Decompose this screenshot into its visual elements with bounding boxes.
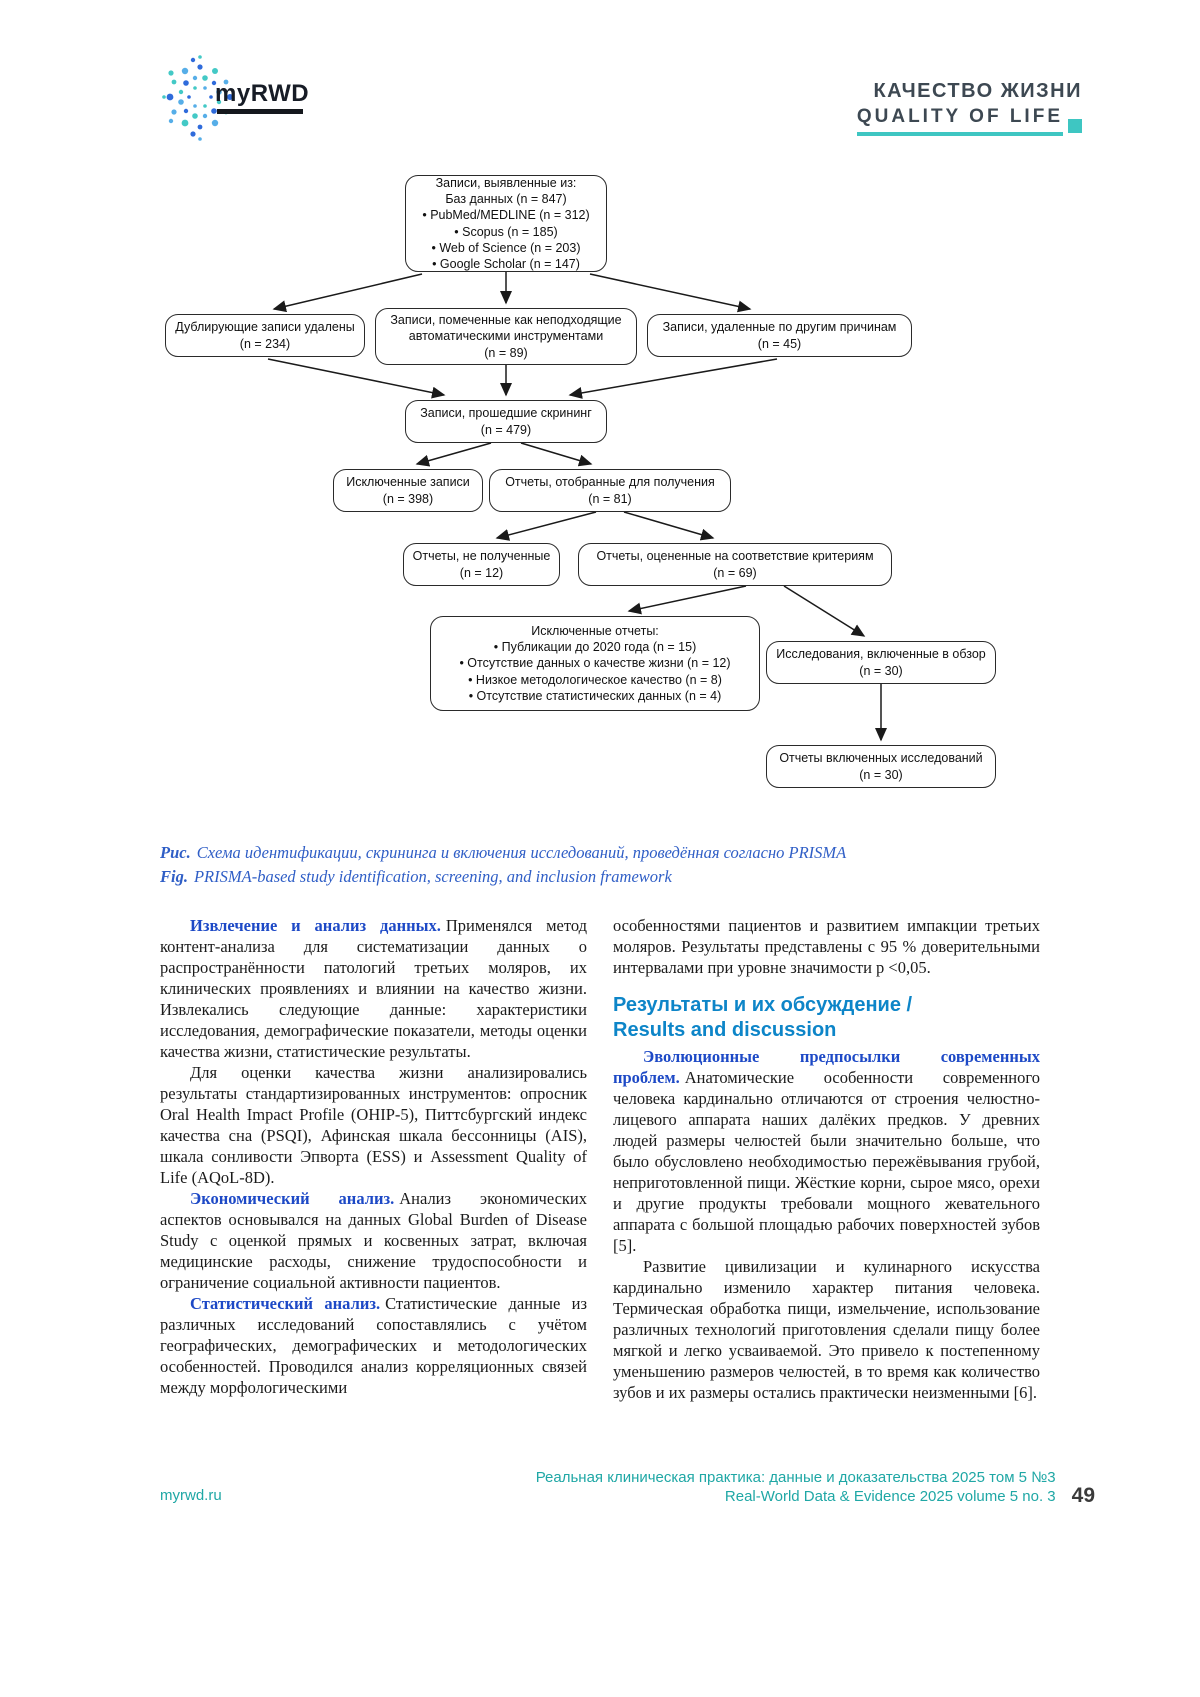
paragraph-statistical-analysis	[160, 1293, 587, 1398]
flow-box-reports-of-included-studies	[766, 745, 996, 788]
journal-name-en: QUALITY OF LIFE	[857, 104, 1063, 136]
flow-box-reports-excluded	[430, 616, 760, 711]
section-heading-ru: Результаты и их обсуждение /	[613, 994, 913, 1016]
paragraph-economic-analysis	[160, 1188, 587, 1293]
myrwd-logo	[160, 55, 350, 147]
runin-heading-evolutionary: Эволюционные предпосылки современных проблем.	[613, 1047, 1040, 1087]
paragraph-text: Анализ экономических аспектов основывался на данных Global Burden of Disease Study с оценкой прямых и косвенных затрат, включая медицинские расходы, снижение трудоспособности и ограничение социальной активности пациентов.	[160, 1189, 587, 1292]
flow-box-label: Исключенные отчеты: • Публикации до 2020 года (n = 15) • Отсутствие данных о качестве жизни (n = 12) • Низкое методологическое качество (n = 8) • Отсутствие статистических данных (n = 4)	[459, 623, 731, 703]
logo-underline	[217, 109, 303, 114]
paragraph-text: Применялся метод контент-анализа для систематизации данных о распространённости патологий третьих моляров, их клинических проявлениях и влиянии на качество жизни. Извлекались следующие данные: характеристики исследования, демографические показатели, методы оценки качества жизни, статистические результаты.	[160, 916, 587, 1061]
flow-box-studies-included	[766, 641, 996, 684]
flow-box-records-screened	[405, 400, 607, 443]
flow-box-label: Исключенные записи (n = 398)	[346, 475, 470, 506]
figure-caption-text-ru: Схема идентификации, скрининга и включения исследований, проведённая согласно PRISMA	[196, 843, 847, 862]
figure-caption	[160, 841, 1040, 889]
figure-caption-text-en: PRISMA-based study identification, screening, and inclusion framework	[193, 867, 672, 886]
runin-heading-statistical-analysis: Статистический анализ.	[190, 1294, 381, 1313]
paragraph-evolutionary-background	[613, 1046, 1040, 1256]
accent-square	[1068, 119, 1082, 133]
left-column	[160, 915, 587, 1403]
logo-wordmark: myRWD	[215, 80, 310, 107]
figure-label-en: Fig.	[160, 867, 188, 886]
footer-journal-block	[536, 1468, 1056, 1506]
figure-caption-en	[160, 865, 1040, 889]
paragraph-civilization	[613, 1256, 1040, 1403]
prisma-flowchart	[150, 165, 1020, 795]
figure-caption-ru	[160, 841, 1040, 865]
journal-name-ru: КАЧЕСТВО ЖИЗНИ	[873, 80, 1082, 102]
page-footer	[160, 1468, 1095, 1506]
footer-journal-en: Real-World Data & Evidence 2025 volume 5 no. 3	[724, 1488, 1056, 1505]
flow-box-records-identified	[405, 175, 607, 272]
page-number: 49	[1071, 1484, 1095, 1507]
flow-box-removed-other-reasons	[647, 314, 912, 357]
journal-name-block	[857, 78, 1082, 136]
paragraph-text: Анатомические особенности современного человека кардинально отличаются от строения челюстно-лицевого аппарата наших далёких предков. У древних людей размеры челюстей были значительно больше, что было обусловлено необходимостью пережёвывания грубой, неприготовленной пищи. Жёсткие корни, сырое мясо, орехи и другие продукты требовали мощного жевательного аппарата с большой площадью рабочих поверхностей зубов [5].	[613, 1068, 1040, 1255]
flow-box-label: Записи, выявленные из: Баз данных (n = 847) • PubMed/MEDLINE (n = 312) • Scopus (n = 185) • Web of Science (n = 203) • Google Scholar (n = 147)	[422, 175, 590, 272]
flow-box-reports-sought	[489, 469, 731, 512]
flow-box-reports-not-retrieved	[403, 543, 560, 586]
flow-box-reports-assessed	[578, 543, 892, 586]
runin-heading-data-extraction: Извлечение и анализ данных.	[190, 916, 441, 935]
section-heading-results	[613, 993, 1040, 1043]
site-link[interactable]: myrwd.ru	[160, 1487, 222, 1504]
flow-box-label: Записи, помеченные как неподходящие автоматическими инструментами (n = 89)	[390, 313, 622, 360]
flow-box-label: Отчеты, оцененные на соответствие критериям (n = 69)	[596, 549, 874, 580]
right-column	[613, 915, 1040, 1403]
figure-label-ru: Рис.	[160, 843, 191, 862]
paragraph-text: особенностями пациентов и развитием импакции третьих моляров. Результаты представлены с 95 % доверительными интервалами при уровне значимости p <0,05.	[613, 916, 1040, 977]
flow-box-label: Отчеты включенных исследований (n = 30)	[779, 751, 983, 782]
article-body	[160, 915, 1040, 1403]
paragraph-text: Статистические данные из различных исследований сопоставлялись с учётом географических, демографических и методологических особенностей. Проводился анализ корреляционных связей между морфологическими	[160, 1294, 587, 1397]
flow-box-auto-flagged	[375, 308, 637, 365]
flow-box-label: Исследования, включенные в обзор (n = 30)	[776, 647, 986, 678]
flow-box-label: Отчеты, не полученные (n = 12)	[412, 549, 551, 580]
flow-box-label: Записи, удаленные по другим причинам (n = 45)	[662, 320, 897, 351]
paragraph-data-extraction	[160, 915, 587, 1062]
paragraph-qol-instruments	[160, 1062, 587, 1188]
paragraph-continuation	[613, 915, 1040, 978]
flow-box-label: Записи, прошедшие скрининг (n = 479)	[420, 406, 592, 437]
paragraph-text: Для оценки качества жизни анализировались результаты стандартизированных инструментов: опросник Oral Health Impact Profile (OHIP-5), Питтсбургский индекс качества сна (PSQI), Афинская шкала бессонницы (AIS), шкала сонливости Эпворта (ESS) и Assessment Quality of Life (AQoL-8D).	[160, 1063, 587, 1187]
footer-journal-ru: Реальная клиническая практика: данные и доказательства 2025 том 5 №3	[535, 1469, 1056, 1486]
runin-heading-economic-analysis: Экономический анализ.	[190, 1189, 395, 1208]
paragraph-text: Развитие цивилизации и кулинарного искусства кардинально изменило характер питания человека. Термическая обработка пищи, измельчение, использование различных технологий приготовления сделали пищу более мягкой и легко усваиваемой. Это привело к постепенному уменьшению размеров челюстей, в то время как количество зубов и их размеры остались практически неизменными [6].	[613, 1257, 1040, 1402]
flow-box-label: Дублирующие записи удалены (n = 234)	[175, 320, 355, 351]
flow-box-label: Отчеты, отобранные для получения (n = 81)	[505, 475, 715, 506]
flow-box-duplicates-removed	[165, 314, 365, 357]
flow-box-records-excluded	[333, 469, 483, 512]
section-heading-en: Results and discussion	[613, 1019, 837, 1041]
